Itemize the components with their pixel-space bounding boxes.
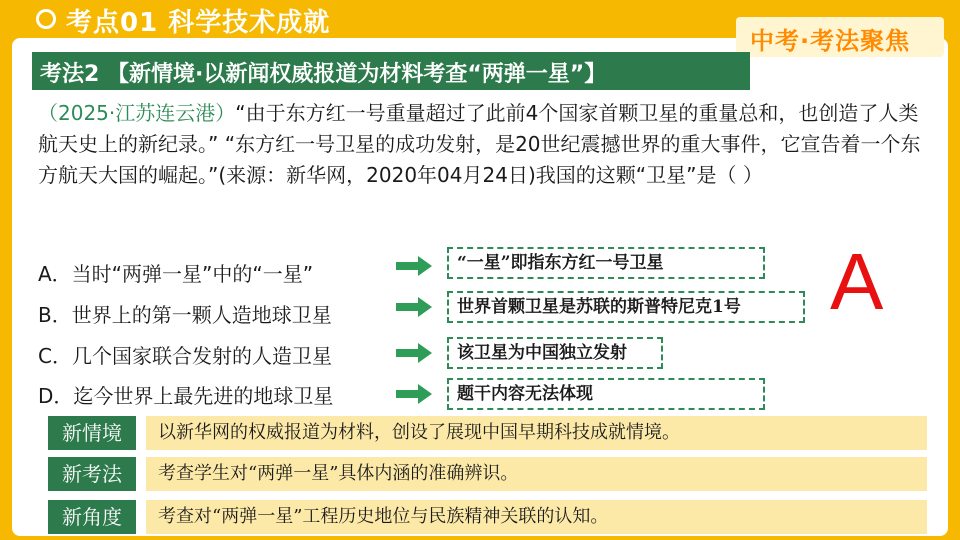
option-c: C．几个国家联合发射的人造卫星: [38, 344, 332, 368]
method-heading: [32, 52, 750, 90]
arrow-right-icon: [396, 297, 432, 317]
method-heading-label: 考法2 【新情境·以新闻权威报道为材料考查“两弹一星”】: [40, 62, 607, 87]
section-badge: [736, 17, 944, 57]
analysis-text-scenario: 以新华网的权威报道为材料，创设了展现中国早期科技成就情境。: [146, 416, 927, 450]
analysis-tag-scenario: 新情境: [48, 416, 136, 450]
bullet-icon: [36, 9, 56, 29]
arrow-right-icon: [396, 384, 432, 404]
option-a-note: “一星”即指东方红一号卫星: [447, 247, 765, 279]
option-b-note: 世界首颗卫星是苏联的斯普特尼克1号: [447, 291, 805, 323]
question-stem: “由于东方红一号重量超过了此前4个国家首颗卫星的重量总和，也创造了人类航天史上的新纪录。” “东方红一号卫星的成功发射，是20世纪震撼世界的重大事件，它宣告着一个东方航天大国的崛起。”(来源：新华网，2020年04月24日)我国的这颗“卫星”是（ ）: [38, 101, 921, 187]
question-source: （2025·江苏连云港）: [38, 101, 236, 125]
option-d: D．迄今世界上最先进的地球卫星: [38, 384, 334, 408]
option-c-note: 该卫星为中国独立发射: [447, 337, 663, 369]
arrow-right-icon: [396, 343, 432, 363]
analysis-text-method: 考查学生对“两弹一星”具体内涵的准确辨识。: [146, 457, 927, 491]
page-title: 考点01 科学技术成就: [66, 8, 331, 38]
section-badge-label: 中考·考法聚焦: [750, 27, 911, 55]
analysis-text-angle: 考查对“两弹一星”工程历史地位与民族精神关联的认知。: [146, 500, 927, 534]
arrow-right-icon: [396, 256, 432, 276]
option-d-note: 题干内容无法体现: [447, 378, 765, 410]
analysis-tag-angle: 新角度: [48, 500, 136, 534]
analysis-tag-method: 新考法: [48, 457, 136, 491]
option-a: A．当时“两弹一星”中的“一星”: [38, 262, 314, 286]
answer-letter: A: [830, 237, 884, 326]
option-b: B．世界上的第一颗人造地球卫星: [38, 303, 332, 327]
question-text: [38, 98, 928, 191]
